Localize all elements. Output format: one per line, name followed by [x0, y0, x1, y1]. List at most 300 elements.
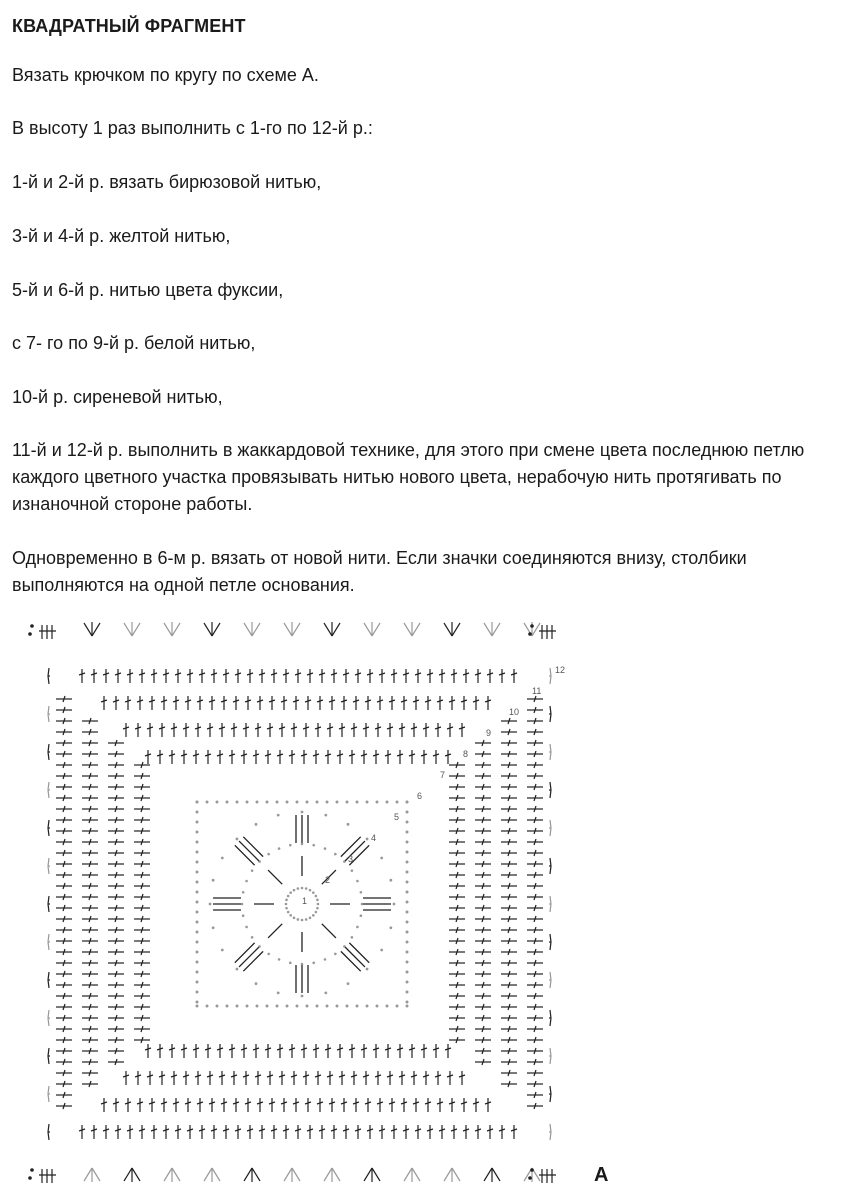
stitch-symbol	[449, 806, 465, 812]
stitch-symbol	[317, 696, 323, 710]
stitch-symbol	[475, 1037, 491, 1043]
fan-symbol	[244, 622, 260, 636]
stitch-symbol	[108, 927, 124, 933]
stitch-symbol	[82, 993, 98, 999]
stitch-symbol	[501, 905, 517, 911]
stitch-symbol	[451, 669, 457, 683]
stitch-symbol	[303, 1071, 309, 1085]
stitch-symbol	[79, 1125, 85, 1139]
stitch-symbol	[108, 806, 124, 812]
stitch-symbol	[501, 938, 517, 944]
stitch-symbol	[475, 938, 491, 944]
stitch-symbol	[379, 669, 385, 683]
stitch-symbol	[134, 828, 150, 834]
stitch-symbol	[527, 1059, 543, 1065]
stitch-symbol	[363, 1071, 369, 1085]
stitch-symbol	[185, 696, 191, 710]
stitch-symbol	[91, 669, 97, 683]
stitch-symbol	[277, 750, 283, 764]
stitch-symbol	[108, 1004, 124, 1010]
stitch-symbol	[127, 669, 133, 683]
stitch-symbol	[137, 696, 143, 710]
stitch-symbol	[91, 1125, 97, 1139]
stitch-symbol	[195, 723, 201, 737]
stitch-symbol	[56, 718, 72, 724]
stitch-symbol	[267, 723, 273, 737]
stitch-symbol	[267, 1071, 273, 1085]
stitch-symbol	[425, 1098, 431, 1112]
stitch-symbol	[56, 938, 72, 944]
stitch-symbol	[211, 669, 217, 683]
fan-symbol	[364, 622, 380, 636]
paragraph-row-10: 10-й р. сиреневой нитью,	[12, 387, 223, 407]
stitch-symbol	[403, 669, 409, 683]
stitch-symbol	[527, 1037, 543, 1043]
stitch-symbol	[401, 1098, 407, 1112]
stitch-symbol	[527, 784, 543, 790]
stitch-symbol	[185, 1098, 191, 1112]
stitch-symbol	[415, 1125, 421, 1139]
fan-symbol	[48, 896, 50, 912]
stitch-symbol	[433, 1044, 439, 1058]
stitch-symbol	[233, 696, 239, 710]
stitch-symbol	[501, 718, 517, 724]
stitch-symbol	[387, 723, 393, 737]
fan-symbol	[48, 706, 50, 722]
stitch-symbol	[197, 1098, 203, 1112]
stitch-symbol	[527, 828, 543, 834]
stitch-symbol	[255, 1071, 261, 1085]
stitch-symbol	[265, 1044, 271, 1058]
stitch-symbol	[305, 1098, 311, 1112]
stitch-symbol	[307, 1125, 313, 1139]
stitch-symbol	[449, 971, 465, 977]
stitch-symbol	[527, 993, 543, 999]
stitch-symbol	[108, 1048, 124, 1054]
stitch-symbol	[511, 1125, 517, 1139]
stitch-symbol	[473, 1098, 479, 1112]
stitch-symbol	[449, 696, 455, 710]
stitch-symbol	[82, 1004, 98, 1010]
stitch-symbol	[475, 784, 491, 790]
stitch-symbol	[487, 669, 493, 683]
fan-symbol	[549, 1124, 551, 1140]
stitch-symbol	[337, 750, 343, 764]
stitch-symbol	[475, 971, 491, 977]
stitch-symbol	[161, 696, 167, 710]
stitch-symbol	[501, 751, 517, 757]
stitch-symbol	[415, 669, 421, 683]
stitch-symbol	[303, 723, 309, 737]
stitch-symbol	[134, 993, 150, 999]
stitch-symbol	[113, 1098, 119, 1112]
stitch-symbol	[159, 1071, 165, 1085]
stitch-symbol	[108, 861, 124, 867]
stitch-symbol	[82, 828, 98, 834]
stitch-symbol	[163, 1125, 169, 1139]
stitch-symbol	[363, 723, 369, 737]
stitch-symbol	[435, 1071, 441, 1085]
stitch-symbol	[527, 949, 543, 955]
fan-symbol	[549, 934, 551, 950]
stitch-symbol	[389, 696, 395, 710]
stitch-symbol	[527, 1026, 543, 1032]
stitch-symbol	[449, 1026, 465, 1032]
stitch-symbol	[385, 750, 391, 764]
stitch-symbol	[327, 1071, 333, 1085]
stitch-symbol	[425, 696, 431, 710]
stitch-symbol	[501, 861, 517, 867]
stitch-symbol	[449, 839, 465, 845]
stitch-symbol	[409, 750, 415, 764]
stitch-symbol	[527, 1070, 543, 1076]
stitch-symbol	[277, 1044, 283, 1058]
stitch-symbol	[82, 762, 98, 768]
stitch-symbol	[527, 872, 543, 878]
stitch-symbol	[449, 817, 465, 823]
stitch-symbol	[527, 1092, 543, 1098]
stitch-symbol	[134, 784, 150, 790]
stitch-symbol	[134, 960, 150, 966]
row-number: 9	[486, 728, 492, 738]
stitch-symbol	[271, 669, 277, 683]
stitch-symbol	[527, 894, 543, 900]
stitch-symbol	[199, 669, 205, 683]
stitch-symbol	[301, 750, 307, 764]
fan-symbol	[524, 622, 540, 636]
stitch-symbol	[475, 916, 491, 922]
stitch-symbol	[501, 971, 517, 977]
stitch-symbol	[475, 949, 491, 955]
stitch-symbol	[108, 949, 124, 955]
stitch-symbol	[281, 696, 287, 710]
stitch-symbol	[82, 1037, 98, 1043]
stitch-symbol	[217, 750, 223, 764]
stitch-symbol	[501, 795, 517, 801]
stitch-symbol	[82, 960, 98, 966]
stitch-symbol	[305, 696, 311, 710]
fan-symbol	[164, 622, 180, 636]
stitch-symbol	[499, 1125, 505, 1139]
stitch-symbol	[461, 1098, 467, 1112]
stitch-symbol	[351, 723, 357, 737]
stitch-symbol	[56, 1081, 72, 1087]
stitch-symbol	[108, 784, 124, 790]
stitch-symbol	[56, 784, 72, 790]
stitch-symbol	[475, 905, 491, 911]
stitch-symbol	[527, 960, 543, 966]
stitch-symbol	[283, 669, 289, 683]
stitch-symbol	[449, 883, 465, 889]
stitch-symbol	[341, 696, 347, 710]
stitch-symbol	[221, 1098, 227, 1112]
stitch-symbol	[501, 982, 517, 988]
stitch-symbol	[56, 751, 72, 757]
stitch-symbol	[56, 971, 72, 977]
stitch-symbol	[145, 1044, 151, 1058]
stitch-symbol	[56, 883, 72, 889]
paragraph-row-1-2: 1-й и 2-й р. вязать бирюзовой нитью,	[12, 172, 322, 192]
stitch-symbol	[247, 1125, 253, 1139]
fan-symbol	[484, 1168, 500, 1182]
stitch-symbol	[331, 669, 337, 683]
fan-symbol	[549, 1010, 551, 1026]
stitch-symbol	[449, 894, 465, 900]
row-number: 7	[440, 770, 446, 780]
stitch-symbol	[501, 850, 517, 856]
stitch-symbol	[103, 1125, 109, 1139]
stitch-symbol	[291, 723, 297, 737]
stitch-symbol	[355, 669, 361, 683]
fan-symbol	[48, 934, 50, 950]
stitch-symbol	[82, 1059, 98, 1065]
stitch-symbol	[459, 1071, 465, 1085]
fan-symbol	[204, 622, 220, 636]
stitch-symbol	[527, 795, 543, 801]
stitch-symbol	[134, 861, 150, 867]
stitch-symbol	[187, 1125, 193, 1139]
stitch-symbol	[134, 1004, 150, 1010]
stitch-symbol	[501, 1059, 517, 1065]
stitch-symbol	[56, 905, 72, 911]
stitch-symbol	[501, 1037, 517, 1043]
stitch-symbol	[459, 723, 465, 737]
stitch-symbol	[475, 762, 491, 768]
stitch-symbol	[56, 1059, 72, 1065]
stitch-symbol	[134, 938, 150, 944]
stitch-symbol	[475, 828, 491, 834]
stitch-symbol	[82, 1015, 98, 1021]
stitch-symbol	[149, 1098, 155, 1112]
stitch-symbol	[82, 971, 98, 977]
stitch-symbol	[475, 927, 491, 933]
stitch-symbol	[341, 1098, 347, 1112]
stitch-symbol	[499, 669, 505, 683]
stitch-symbol	[108, 894, 124, 900]
stitch-symbol	[159, 723, 165, 737]
stitch-symbol	[82, 850, 98, 856]
stitch-symbol	[281, 1098, 287, 1112]
stitch-symbol	[108, 993, 124, 999]
fan-symbol	[48, 1124, 50, 1140]
stitch-symbol	[501, 927, 517, 933]
stitch-symbol	[259, 1125, 265, 1139]
stitch-symbol	[235, 1125, 241, 1139]
stitch-symbol	[527, 982, 543, 988]
stitch-symbol	[361, 1044, 367, 1058]
stitch-symbol	[229, 1044, 235, 1058]
stitch-symbol	[134, 894, 150, 900]
stitch-symbol	[475, 993, 491, 999]
stitch-symbol	[211, 1125, 217, 1139]
stitch-symbol	[313, 1044, 319, 1058]
stitch-symbol	[527, 729, 543, 735]
row-number: 4	[371, 833, 377, 843]
stitch-symbol	[291, 1071, 297, 1085]
stitch-symbol	[125, 1098, 131, 1112]
stitch-symbol	[313, 750, 319, 764]
stitch-symbol	[365, 1098, 371, 1112]
stitch-symbol	[134, 839, 150, 845]
fan-symbol	[244, 1168, 260, 1182]
stitch-symbol	[207, 723, 213, 737]
stitch-symbol	[135, 723, 141, 737]
stitch-symbol	[82, 1070, 98, 1076]
stitch-symbol	[82, 916, 98, 922]
row-number: 2	[325, 875, 331, 885]
stitch-symbol	[449, 927, 465, 933]
stitch-symbol	[501, 1081, 517, 1087]
stitch-symbol	[475, 751, 491, 757]
stitch-symbol	[56, 839, 72, 845]
stitch-symbol	[329, 696, 335, 710]
stitch-symbol	[123, 1071, 129, 1085]
stitch-symbol	[108, 872, 124, 878]
stitch-symbol	[161, 1098, 167, 1112]
stitch-symbol	[279, 723, 285, 737]
stitch-symbol	[103, 669, 109, 683]
stitch-symbol	[423, 1071, 429, 1085]
stitch-symbol	[375, 1071, 381, 1085]
stitch-symbol	[501, 872, 517, 878]
stitch-symbol	[108, 982, 124, 988]
stitch-symbol	[56, 850, 72, 856]
stitch-symbol	[181, 750, 187, 764]
stitch-symbol	[461, 696, 467, 710]
stitch-symbol	[82, 1026, 98, 1032]
stitch-symbol	[82, 817, 98, 823]
stitch-symbol	[319, 1125, 325, 1139]
stitch-symbol	[527, 883, 543, 889]
stitch-symbol	[427, 1125, 433, 1139]
fan-symbol	[84, 622, 100, 636]
stitch-symbol	[475, 960, 491, 966]
stitch-symbol	[445, 750, 451, 764]
stitch-symbol	[317, 1098, 323, 1112]
stitch-symbol	[501, 1070, 517, 1076]
stitch-symbol	[82, 883, 98, 889]
fan-symbol	[549, 896, 551, 912]
stitch-symbol	[195, 1071, 201, 1085]
stitch-symbol	[449, 861, 465, 867]
stitch-symbol	[447, 723, 453, 737]
stitch-symbol	[134, 927, 150, 933]
stitch-symbol	[475, 740, 491, 746]
stitch-symbol	[527, 850, 543, 856]
stitch-symbol	[82, 938, 98, 944]
stitch-symbol	[283, 1125, 289, 1139]
stitch-symbol	[295, 669, 301, 683]
stitch-symbol	[56, 817, 72, 823]
stitch-symbol	[229, 750, 235, 764]
stitch-symbol	[108, 916, 124, 922]
fan-symbol	[124, 1168, 140, 1182]
stitch-symbol	[475, 1015, 491, 1021]
stitch-symbol	[475, 773, 491, 779]
fan-symbol	[284, 622, 300, 636]
stitch-symbol	[135, 1071, 141, 1085]
fan-symbol	[84, 1168, 100, 1182]
stitch-symbol	[231, 723, 237, 737]
paragraph-note: Одновременно в 6-м р. вязать от новой нити. Если значки соединяются внизу, столбики выполняются на одной петле основания.	[12, 548, 747, 595]
stitch-symbol	[134, 806, 150, 812]
stitch-symbol	[137, 1098, 143, 1112]
stitch-symbol	[56, 1048, 72, 1054]
fan-symbol	[124, 622, 140, 636]
stitch-symbol	[171, 723, 177, 737]
stitch-symbol	[293, 1098, 299, 1112]
stitch-symbol	[449, 993, 465, 999]
stitch-symbol	[439, 669, 445, 683]
stitch-symbol	[511, 669, 517, 683]
section-title: КВАДРАТНЫЙ ФРАГМЕНТ	[12, 16, 246, 36]
stitch-symbol	[421, 750, 427, 764]
fan-symbol	[404, 622, 420, 636]
stitch-symbol	[219, 1071, 225, 1085]
crochet-chart	[12, 614, 587, 1194]
stitch-symbol	[82, 740, 98, 746]
row-number: 11	[532, 686, 542, 696]
fan-symbol	[549, 744, 551, 760]
stitch-symbol	[413, 696, 419, 710]
row-number: 12	[555, 665, 566, 675]
stitch-symbol	[451, 1125, 457, 1139]
stitch-symbol	[397, 750, 403, 764]
stitch-symbol	[147, 1071, 153, 1085]
stitch-symbol	[271, 1125, 277, 1139]
stitch-symbol	[253, 750, 259, 764]
stitch-symbol	[217, 1044, 223, 1058]
stitch-symbol	[108, 960, 124, 966]
stitch-symbol	[82, 949, 98, 955]
stitch-symbol	[123, 723, 129, 737]
stitch-symbol	[463, 669, 469, 683]
stitch-symbol	[82, 751, 98, 757]
stitch-symbol	[411, 1071, 417, 1085]
stitch-symbol	[501, 1026, 517, 1032]
stitch-symbol	[361, 750, 367, 764]
stitch-symbol	[389, 1098, 395, 1112]
stitch-symbol	[527, 971, 543, 977]
stitch-symbol	[377, 696, 383, 710]
paragraph-row-11-12: 11-й и 12-й р. выполнить в жаккардовой технике, для этого при смене цвета последнюю петлю каждого цветного участка провязывать нитью нового цвета, нерабочую нить протягивать по изнаночной стороне работы.	[12, 440, 805, 514]
stitch-symbol	[149, 696, 155, 710]
fan-symbol	[324, 1168, 340, 1182]
stitch-symbol	[449, 850, 465, 856]
stitch-symbol	[397, 1044, 403, 1058]
stitch-symbol	[475, 1048, 491, 1054]
stitch-symbol	[449, 773, 465, 779]
stitch-symbol	[449, 784, 465, 790]
stitch-symbol	[433, 750, 439, 764]
paragraph-instruction: Вязать крючком по кругу по схеме А.	[12, 65, 319, 85]
stitch-symbol	[501, 894, 517, 900]
stitch-symbol	[151, 669, 157, 683]
stitch-symbol	[527, 1048, 543, 1054]
stitch-symbol	[487, 1125, 493, 1139]
stitch-symbol	[527, 718, 543, 724]
stitch-symbol	[449, 949, 465, 955]
stitch-symbol	[223, 669, 229, 683]
stitch-symbol	[145, 750, 151, 764]
stitch-symbol	[475, 982, 491, 988]
stitch-symbol	[134, 916, 150, 922]
stitch-symbol	[295, 1125, 301, 1139]
stitch-symbol	[475, 883, 491, 889]
row-number: 10	[509, 707, 520, 717]
stitch-symbol	[475, 806, 491, 812]
stitch-symbol	[82, 784, 98, 790]
